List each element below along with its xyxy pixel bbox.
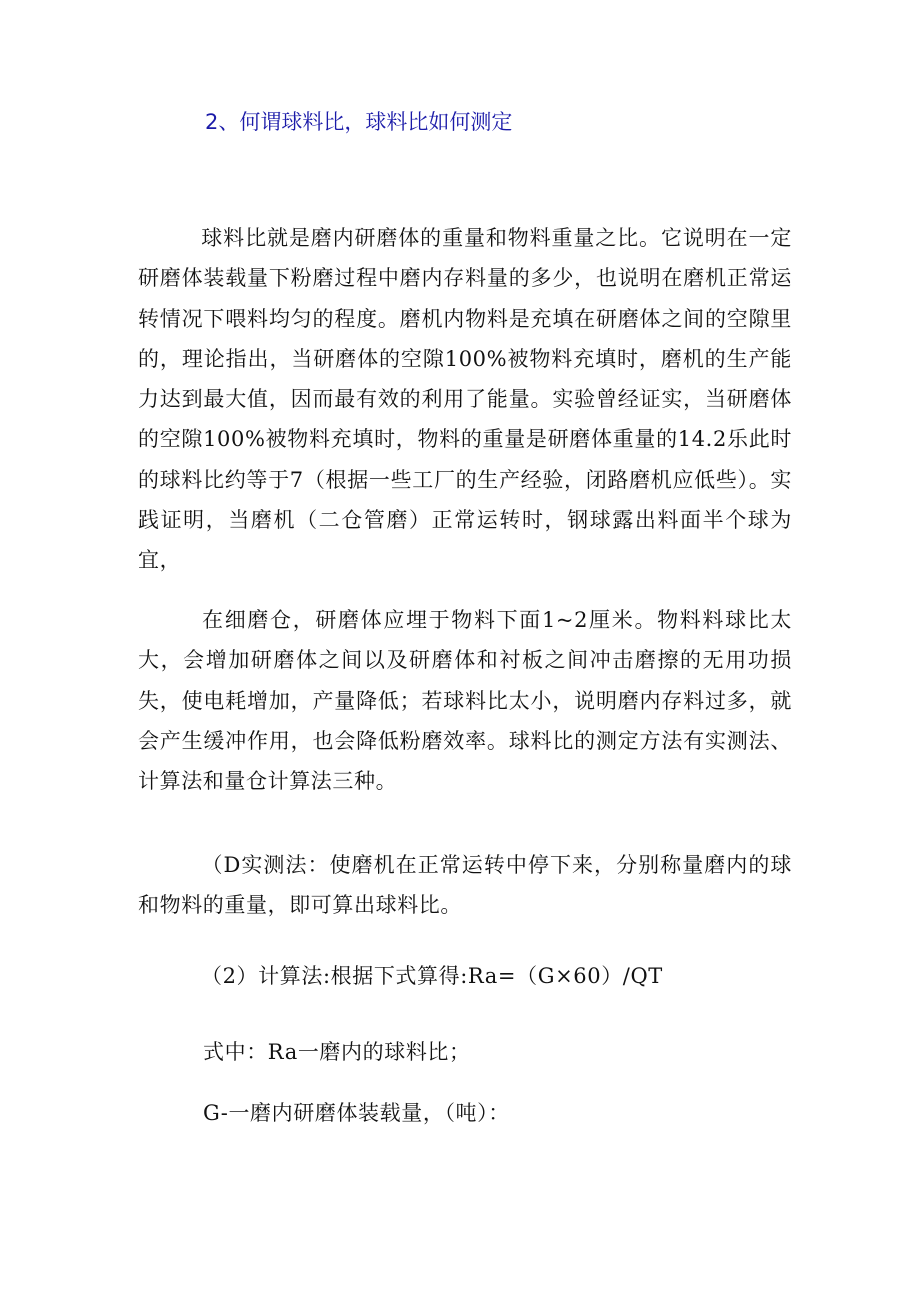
paragraph-text: 在细磨仓，研磨体应埋于物料下面1~2厘米。物料料球比太大，会增加研磨体之间以及研磨体和衬板之间冲击磨擦的无用功损失，使电耗增加，产量降低；若球料比太小，说明磨内存料过多，就会产生缓冲作用，也会降低粉磨效率。球料比的测定方法有实测法、计算法和量仓计算法三种。 bbox=[138, 608, 792, 794]
paragraph-definition bbox=[138, 218, 792, 581]
paragraph-text: 球料比就是磨内研磨体的重量和物料重量之比。它说明在一定研磨体装载量下粉磨过程中磨内存料量的多少，也说明在磨机正常运转情况下喂料均匀的程度。磨机内物料是充填在研磨体之间的空隙里的，理论指出，当研磨体的空隙100%被物料充填时，磨机的生产能力达到最大值，因而最有效的利用了能量。实验曾经证实，当研磨体的空隙100%被物料充填时，物料的重量是研磨体重量的14.2乐此时的球料比约等于7（根据一些工厂的生产经验，闭路磨机应低些）。实践证明，当磨机（二仓管磨）正常运转时，钢球露出料面半个球为宜， bbox=[138, 226, 792, 573]
paragraph-fine-mill bbox=[138, 600, 792, 801]
definition-g: G-一磨内研磨体装载量，（吨）： bbox=[203, 1101, 510, 1125]
definition-ra: 式中：Ra一磨内的球料比； bbox=[203, 1040, 471, 1064]
formula-line: （2）计算法:根据下式算得:Ra=（G×60）/QT bbox=[201, 964, 663, 988]
paragraph-measurement-method bbox=[138, 845, 792, 926]
section-heading: 2、何谓球料比，球料比如何测定 bbox=[205, 110, 513, 134]
paragraph-text: （D实测法：使磨机在正常运转中停下来，分别称量磨内的球和物料的重量，即可算出球料比。 bbox=[138, 853, 792, 918]
